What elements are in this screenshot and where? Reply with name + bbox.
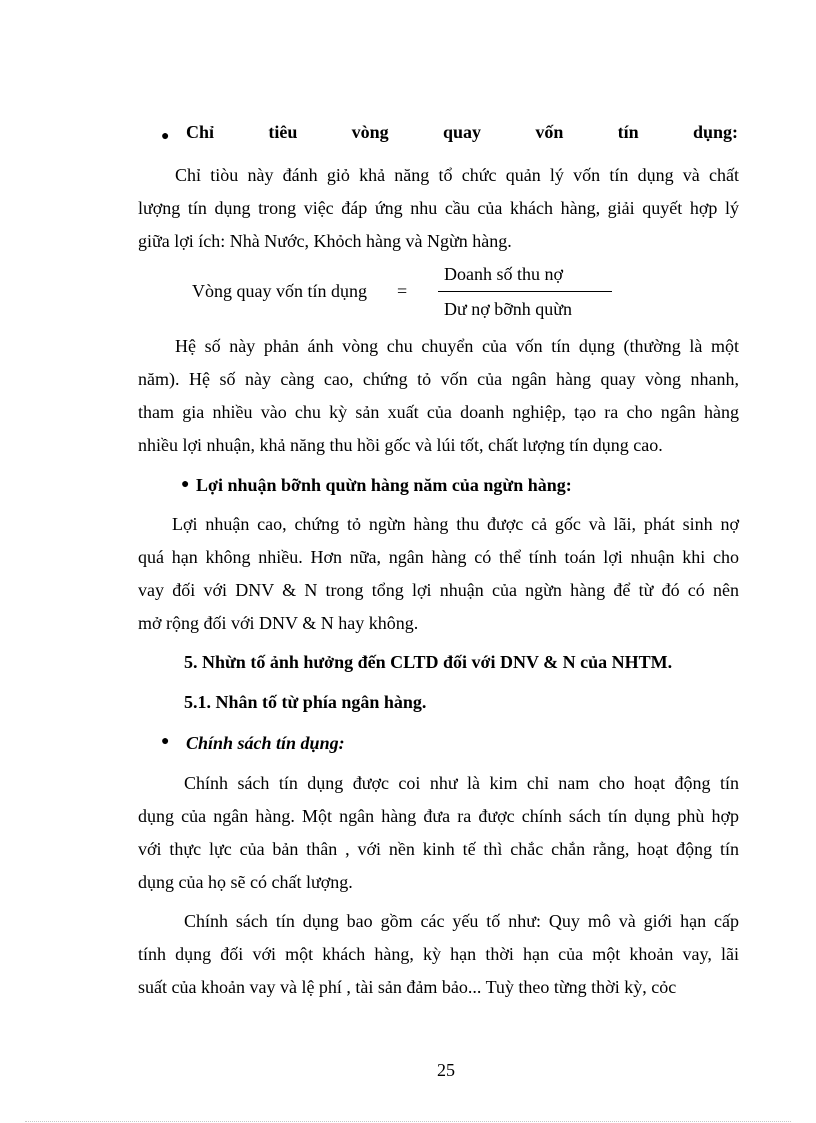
paragraph-line: nhiều lợi nhuận, khả năng thu hồi gốc và lúi tốt, chất lượng tín dụng cao.	[138, 435, 663, 455]
footer-divider	[25, 1121, 791, 1122]
formula-equals: =	[397, 281, 408, 301]
bullet-icon: ●	[181, 477, 190, 492]
paragraph-line: tính dụng đối với một khách hàng, kỳ hạn thời hạn của một khoản vay, lãi	[138, 944, 739, 964]
heading-credit-policy: Chính sách tín dụng:	[186, 733, 345, 753]
heading-word: vốn	[535, 122, 564, 142]
paragraph-line: với thực lực của bản thân , với nền kinh tế thì chắc chắn rằng, hoạt động tín	[138, 839, 739, 859]
heading-profit: Lợi nhuận bỡnh quừn hàng năm của ngừn hàng:	[196, 475, 572, 495]
heading-section-5: 5. Nhừn tố ảnh hưởng đến CLTD đối với DNV & N của NHTM.	[184, 652, 673, 672]
paragraph-line: suất của khoản vay và lệ phí , tài sản đảm bảo... Tuỳ theo từng thời kỳ, cỏc	[138, 977, 677, 997]
heading-word: dụng:	[692, 122, 738, 142]
heading-section-5-1: 5.1. Nhân tố từ phía ngân hàng.	[184, 692, 427, 712]
page-number: 25	[437, 1060, 455, 1080]
paragraph-line: năm). Hệ số này càng cao, chứng tỏ vốn của ngân hàng quay vòng nhanh,	[138, 369, 739, 389]
bullet-icon: ●	[161, 129, 170, 144]
paragraph-line: quá hạn không nhiều. Hơn nữa, ngân hàng có thể tính toán lợi nhuận khi cho	[138, 547, 739, 567]
formula-label: Vòng quay vốn tín dụng	[192, 281, 367, 301]
heading-word: tiêu	[268, 122, 298, 142]
paragraph-line: Chính sách tín dụng được coi như là kim chỉ nam cho hoạt động tín	[184, 773, 739, 793]
heading-word: quay	[442, 122, 481, 142]
paragraph-line: Chính sách tín dụng bao gồm các yếu tố như: Quy mô và giới hạn cấp	[184, 911, 739, 931]
paragraph-line: tham gia nhiều vào chu kỳ sản xuất của doanh nghiệp, tạo ra cho ngân hàng	[138, 402, 739, 422]
paragraph-line: dụng của họ sẽ có chất lượng.	[138, 872, 353, 892]
heading-credit-turnover	[186, 122, 738, 143]
formula-numerator: Doanh số thu nợ	[444, 264, 564, 284]
paragraph-line: lượng tín dụng trong việc đáp ứng nhu cầu của khách hàng, giải quyết hợp lý	[138, 198, 739, 218]
paragraph-line: Hệ số này phản ánh vòng chu chuyển của vốn tín dụng (thường là một	[175, 336, 739, 356]
paragraph-line: giữa lợi ích: Nhà Nước, Khỏch hàng và Ngừn hàng.	[138, 231, 512, 251]
paragraph-line: dụng của ngân hàng. Một ngân hàng đưa ra được chính sách tín dụng phù hợp	[138, 806, 739, 826]
heading-word: Chỉ	[186, 122, 215, 142]
heading-word: vòng	[351, 122, 389, 142]
paragraph-line: mở rộng đối với DNV & N hay không.	[138, 613, 419, 633]
paragraph-line: Lợi nhuận cao, chứng tỏ ngừn hàng thu được cả gốc và lãi, phát sinh nợ	[172, 514, 739, 534]
paragraph-line: vay đối với DNV & N trong tổng lợi nhuận của ngừn hàng để từ đó có nên	[138, 580, 739, 600]
heading-word: tín	[617, 122, 639, 142]
bullet-icon: ●	[161, 734, 170, 749]
fraction-bar	[438, 291, 612, 292]
paragraph-line: Chỉ tiòu này đánh giỏ khả năng tổ chức quản lý vốn tín dụng và chất	[175, 165, 739, 185]
formula-denominator: Dư nợ bỡnh quừn	[444, 299, 573, 319]
